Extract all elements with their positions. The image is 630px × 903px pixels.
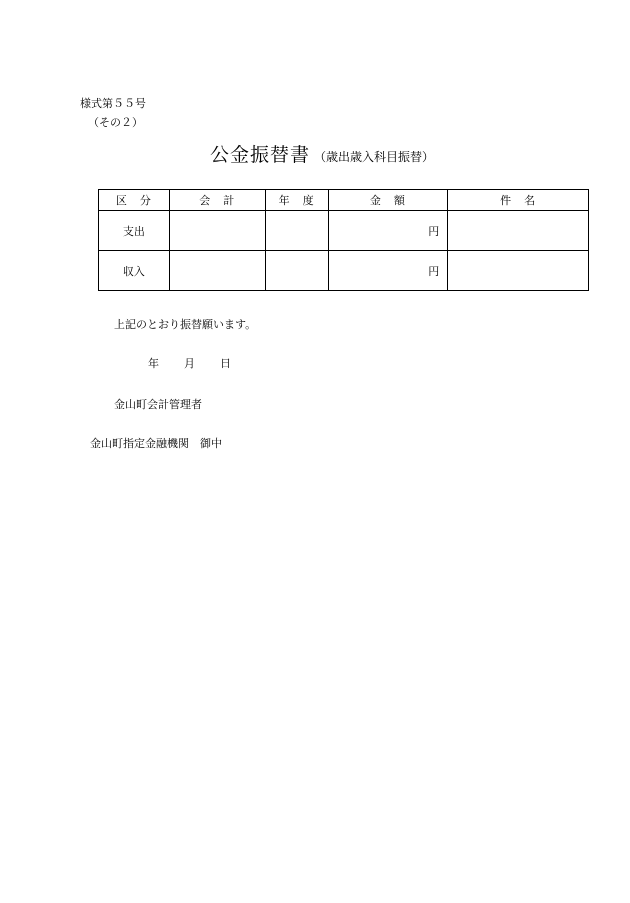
title-sub: （歳出歳入科目振替）: [314, 150, 435, 164]
header-kubun: 区 分: [99, 190, 170, 211]
sender-name: 金山町会計管理者: [114, 398, 202, 411]
statement-text: 上記のとおり振替願います。: [114, 318, 257, 331]
table-row: [99, 251, 589, 291]
nendo-cell[interactable]: [265, 211, 328, 251]
recipient-name: 金山町指定金融機関 御中: [90, 437, 222, 450]
nendo-cell[interactable]: [265, 251, 328, 291]
header-kenmei: 件 名: [448, 190, 589, 211]
form-sub-label: （その２）: [88, 116, 143, 129]
table-row: [99, 211, 589, 251]
date-year-label: 年: [148, 357, 159, 370]
title-main: 公金振替書: [210, 144, 311, 166]
date-line: [148, 355, 231, 371]
header-nendo: 年 度: [265, 190, 328, 211]
kubun-cell: 収入: [99, 251, 170, 291]
date-month-label: 月: [184, 357, 195, 370]
amount-cell[interactable]: 円: [328, 211, 448, 251]
kubun-cell: 支出: [99, 211, 170, 251]
document-title: [210, 140, 434, 167]
header-kaikei: 会 計: [169, 190, 265, 211]
kenmei-cell[interactable]: [448, 251, 589, 291]
amount-cell[interactable]: 円: [328, 251, 448, 291]
kaikei-cell[interactable]: [169, 251, 265, 291]
header-amount: 金 額: [328, 190, 448, 211]
form-number: 様式第５５号: [80, 97, 146, 110]
date-day-label: 日: [220, 357, 231, 370]
table-header-row: [99, 190, 589, 211]
transfer-table: [98, 189, 589, 291]
kaikei-cell[interactable]: [169, 211, 265, 251]
kenmei-cell[interactable]: [448, 211, 589, 251]
